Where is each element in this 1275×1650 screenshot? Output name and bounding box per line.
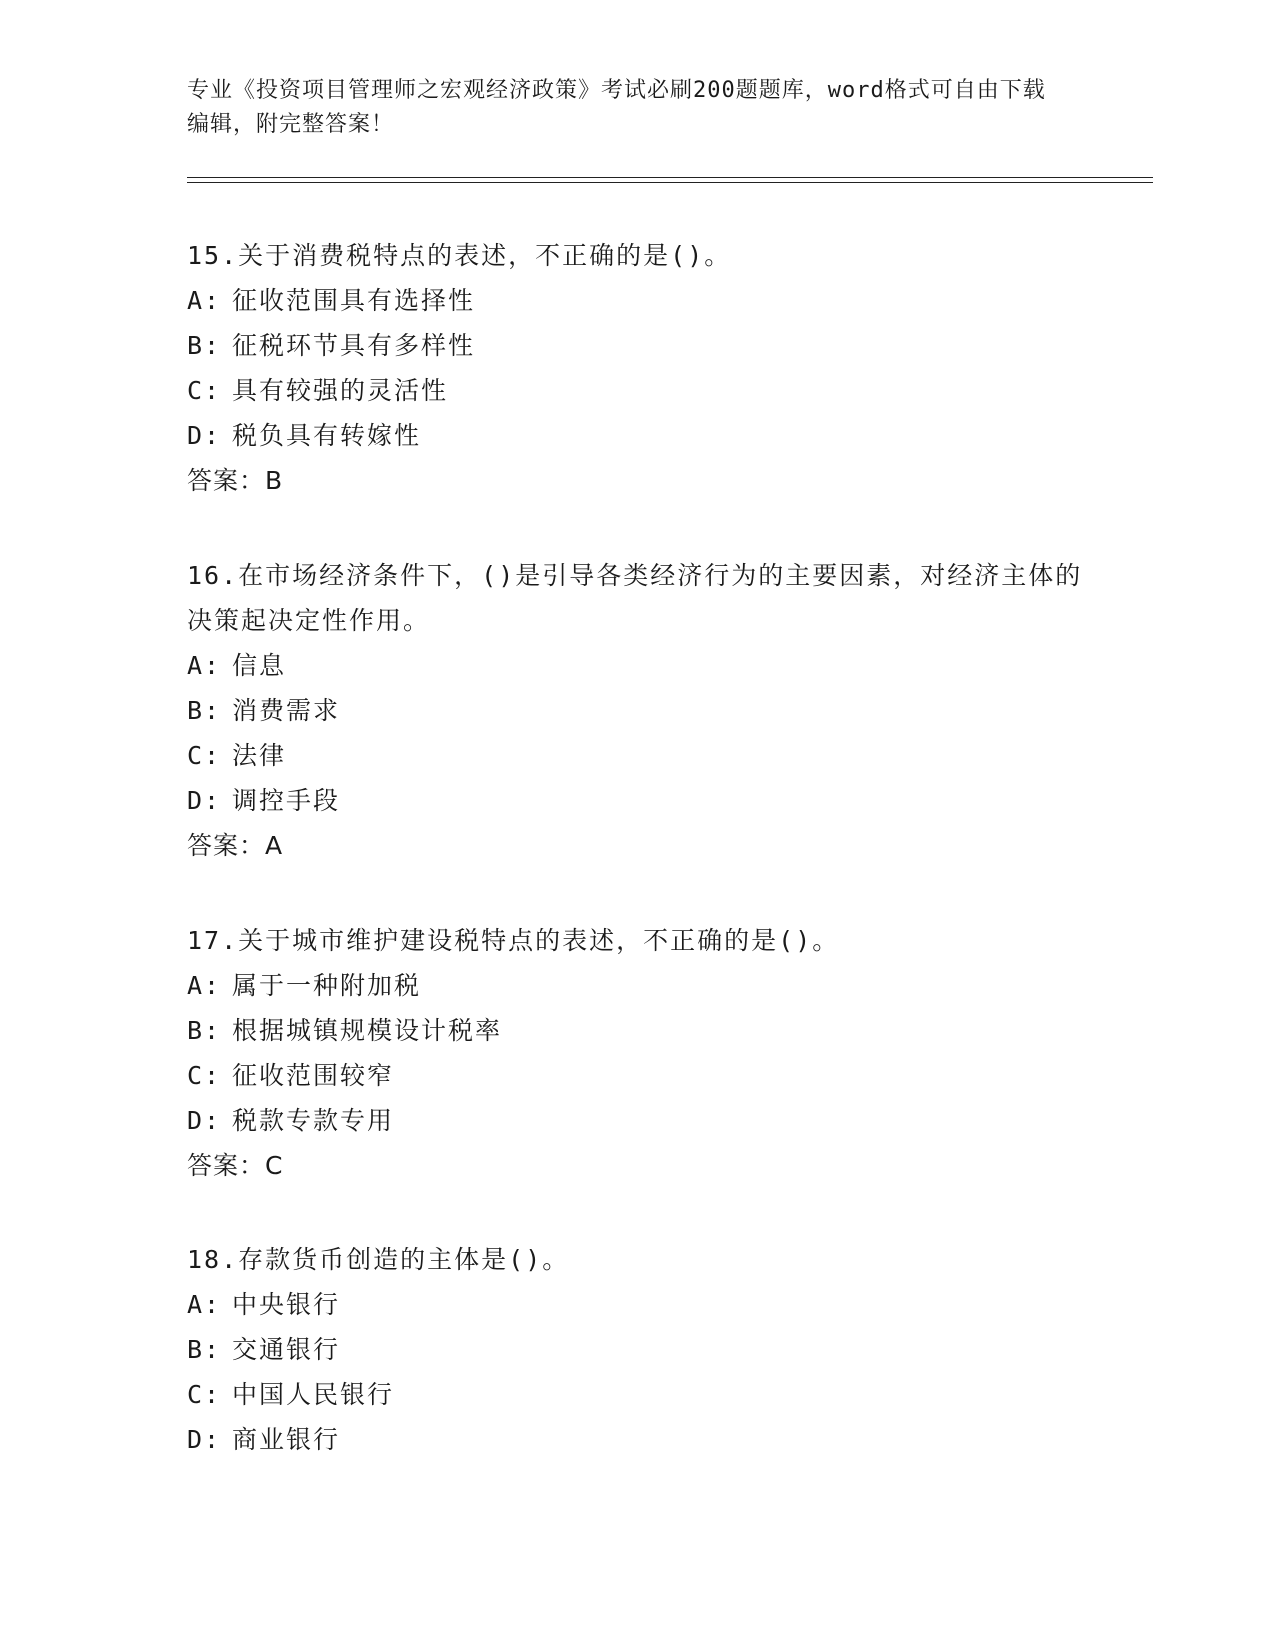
option-c: [187, 1053, 1087, 1098]
option-text: 具有较强的灵活性: [232, 376, 449, 405]
option-c: [187, 1372, 1087, 1417]
option-text: 税款专款专用: [232, 1106, 395, 1135]
option-text: 中国人民银行: [232, 1380, 395, 1409]
option-a: [187, 643, 1087, 688]
option-text: 征税环节具有多样性: [232, 331, 476, 360]
question-stem: 16.在市场经济条件下，()是引导各类经济行为的主要因素，对经济主体的决策起决定性作用。: [187, 561, 1083, 635]
option-key: C:: [187, 376, 222, 405]
option-key: A:: [187, 286, 222, 315]
option-key: B:: [187, 331, 222, 360]
option-key: B:: [187, 1335, 222, 1364]
option-b: [187, 1008, 1087, 1053]
option-b: [187, 323, 1087, 368]
option-key: C:: [187, 741, 222, 770]
option-text: 调控手段: [232, 786, 341, 815]
document-header: 专业《投资项目管理师之宏观经济政策》考试必刷200题题库，word格式可自由下载编辑，附完整答案！: [187, 78, 1046, 137]
option-d: [187, 1417, 1087, 1462]
question-18: [187, 1237, 1087, 1462]
option-text: 根据城镇规模设计税率: [232, 1016, 503, 1045]
option-d: [187, 1098, 1087, 1143]
option-text: 税负具有转嫁性: [232, 421, 422, 450]
question-stem: 18.存款货币创造的主体是()。: [187, 1245, 570, 1274]
option-key: B:: [187, 696, 222, 725]
option-key: C:: [187, 1061, 222, 1090]
question-stem: 15.关于消费税特点的表述，不正确的是()。: [187, 241, 732, 270]
option-key: C:: [187, 1380, 222, 1409]
answer: 答案：B: [187, 466, 284, 495]
question-15: [187, 233, 1087, 503]
option-b: [187, 688, 1087, 733]
option-key: B:: [187, 1016, 222, 1045]
option-text: 属于一种附加税: [232, 971, 422, 1000]
answer: 答案：A: [187, 831, 284, 860]
option-text: 中央银行: [232, 1290, 341, 1319]
option-key: D:: [187, 421, 222, 450]
option-key: A:: [187, 1290, 222, 1319]
option-text: 法律: [232, 741, 287, 770]
option-text: 征收范围较窄: [232, 1061, 395, 1090]
question-stem: 17.关于城市维护建设税特点的表述，不正确的是()。: [187, 926, 840, 955]
option-text: 征收范围具有选择性: [232, 286, 476, 315]
question-17: [187, 918, 1087, 1188]
option-b: [187, 1327, 1087, 1372]
option-d: [187, 413, 1087, 458]
option-a: [187, 1282, 1087, 1327]
option-text: 交通银行: [232, 1335, 341, 1364]
answer: 答案：C: [187, 1151, 284, 1180]
option-key: A:: [187, 651, 222, 680]
option-key: A:: [187, 971, 222, 1000]
option-text: 信息: [232, 651, 287, 680]
option-d: [187, 778, 1087, 823]
option-key: D:: [187, 786, 222, 815]
option-text: 消费需求: [232, 696, 341, 725]
option-key: D:: [187, 1425, 222, 1454]
header-divider-top: [187, 177, 1153, 178]
header-divider-bottom: [187, 182, 1153, 183]
option-key: D:: [187, 1106, 222, 1135]
option-a: [187, 278, 1087, 323]
option-text: 商业银行: [232, 1425, 341, 1454]
option-c: [187, 368, 1087, 413]
option-a: [187, 963, 1087, 1008]
question-16: [187, 553, 1087, 868]
option-c: [187, 733, 1087, 778]
